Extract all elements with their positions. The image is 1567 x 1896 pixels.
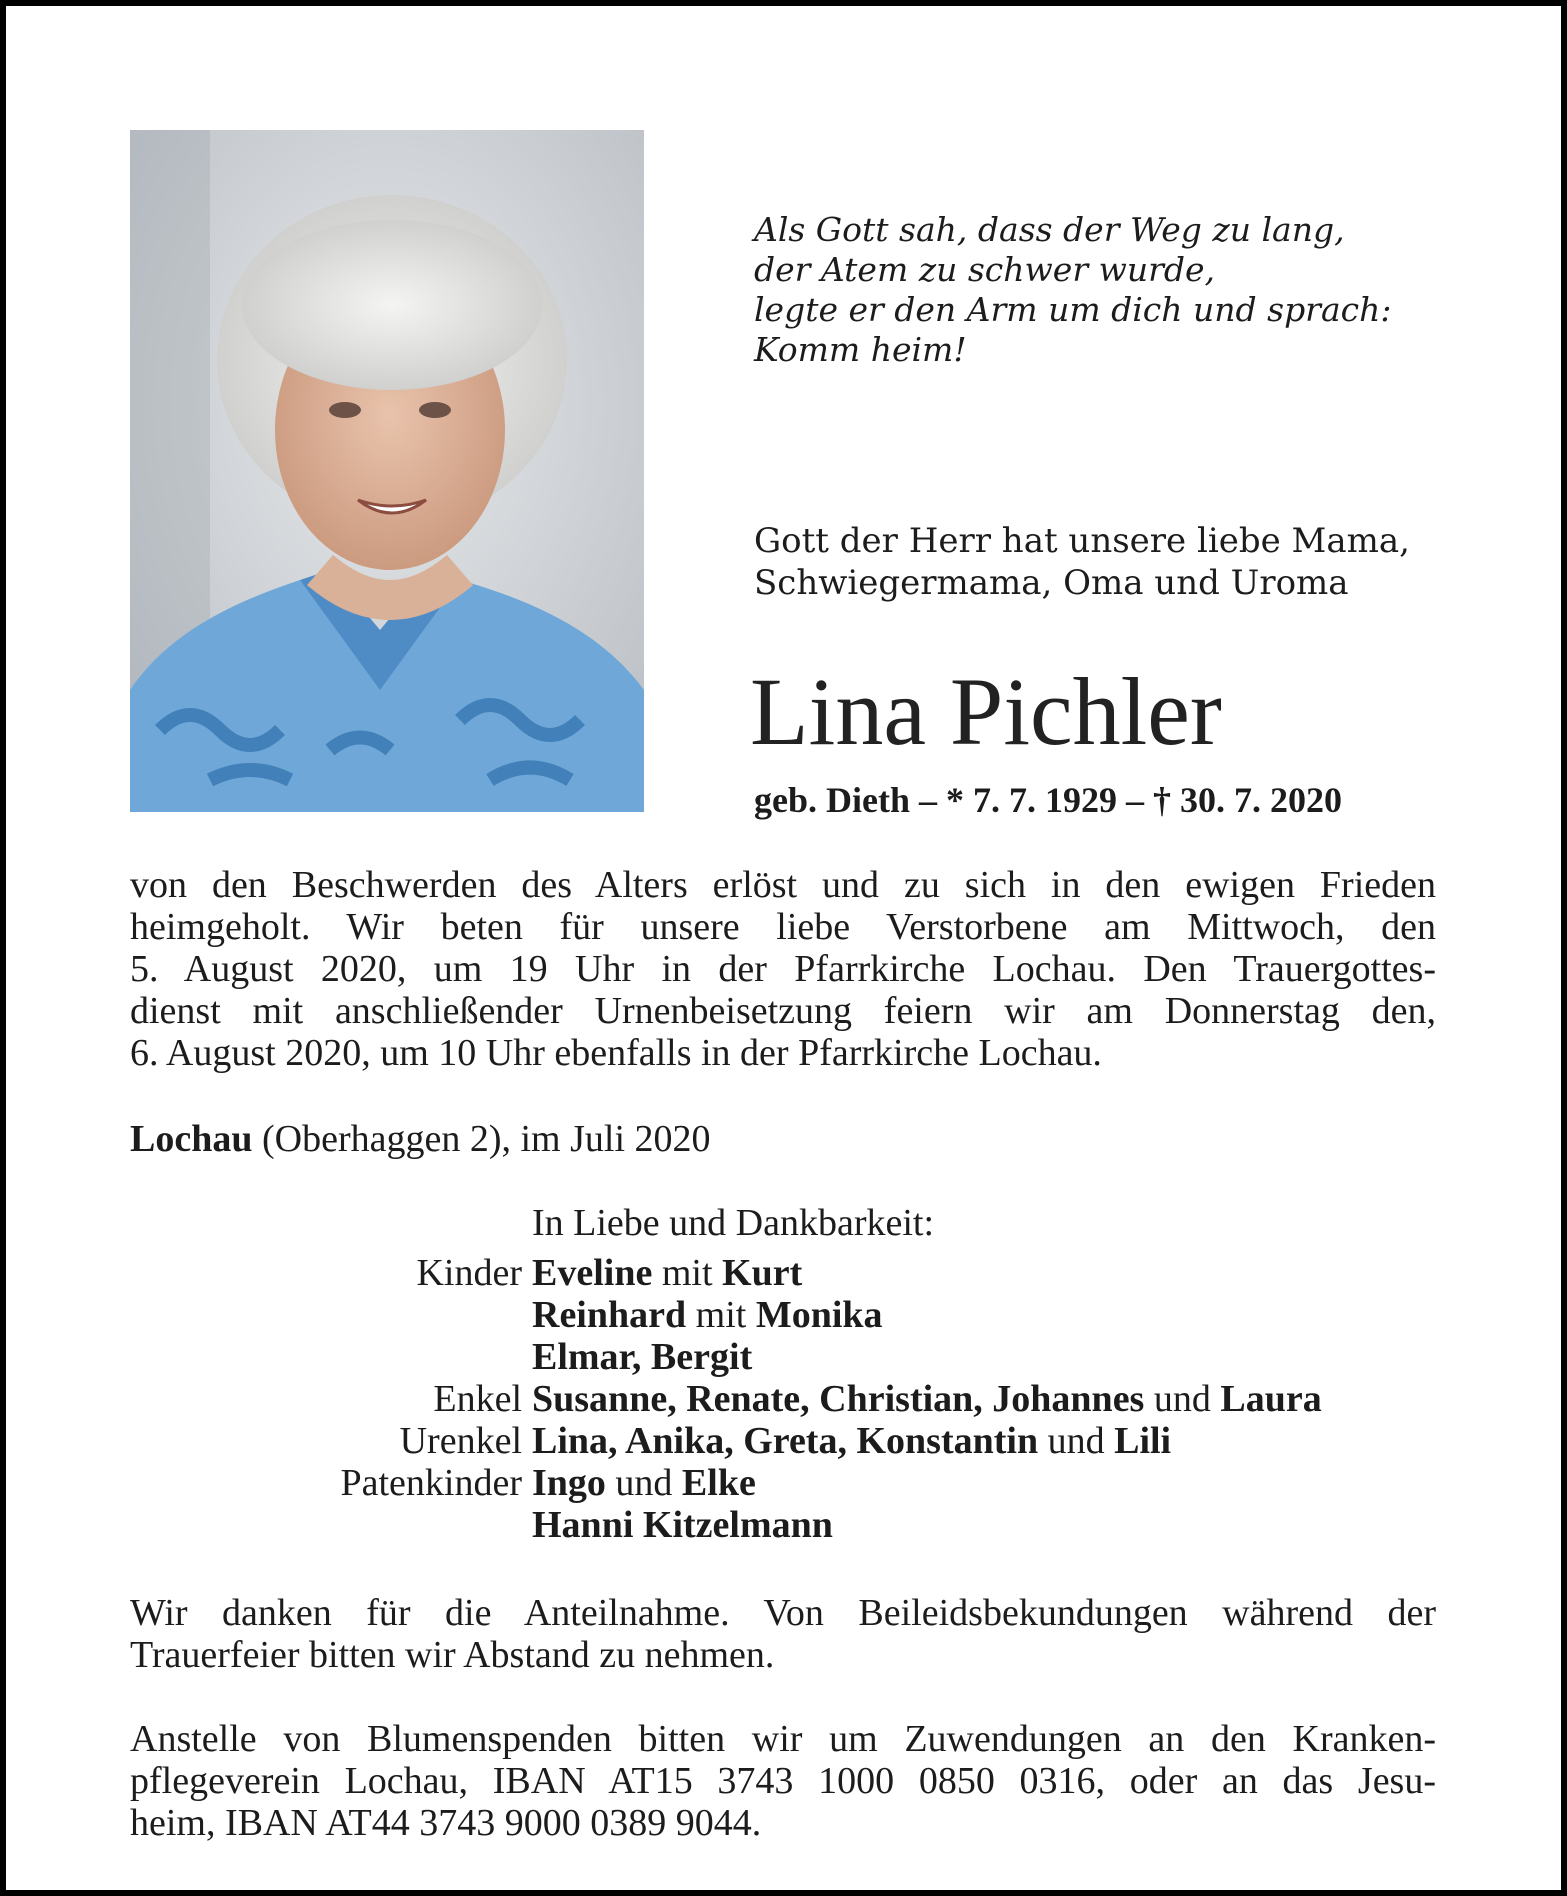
- family-row: [130, 1378, 1530, 1420]
- body-line: 6. August 2020, um 10 Uhr ebenfalls in der Pfarrkirche Lochau.: [130, 1032, 1102, 1074]
- family-member-name: Lili: [1114, 1420, 1172, 1462]
- family-member-name: Kurt: [722, 1252, 803, 1294]
- family-member-name: Lina, Anika, Greta, Konstantin: [532, 1420, 1039, 1462]
- donations-line: Anstelle von Blumenspenden bitten wir um Zuwendungen an den Kranken-: [130, 1718, 1436, 1760]
- portrait-photo: [130, 130, 644, 812]
- family-row: [130, 1294, 1530, 1336]
- family-connector: und: [1144, 1378, 1221, 1420]
- deceased-name: Lina Pichler: [750, 658, 1222, 765]
- family-connector: und: [605, 1462, 682, 1504]
- intro-line: Gott der Herr hat unsere liebe Mama,: [754, 521, 1410, 561]
- donations-line: pflegeverein Lochau, IBAN AT15 3743 1000 0850 0316, oder an das Jesu-: [130, 1760, 1436, 1802]
- family-role-label: Kinder: [416, 1252, 522, 1294]
- family-member-name: Susanne, Renate, Christian, Johannes: [532, 1378, 1145, 1420]
- family-role-label: [130, 1294, 532, 1336]
- family-row: [130, 1504, 1530, 1546]
- announcement-body: [130, 864, 1436, 1074]
- donations-paragraph: [130, 1718, 1436, 1844]
- family-members: [532, 1252, 802, 1294]
- thanks-line: Wir danken für die Anteilnahme. Von Beileidsbekundungen während der: [130, 1592, 1436, 1634]
- family-connector: mit: [652, 1252, 723, 1294]
- family-list: [130, 1252, 1530, 1546]
- family-member-name: Ingo: [532, 1462, 606, 1504]
- family-role-label: Urenkel: [399, 1420, 522, 1462]
- family-row: [130, 1336, 1530, 1378]
- obituary-page: [6, 6, 1561, 1890]
- family-member-name: Reinhard: [532, 1294, 687, 1336]
- family-role-label: [130, 1504, 532, 1546]
- family-member-name: Laura: [1220, 1378, 1322, 1420]
- family-role-label: Patenkinder: [340, 1462, 522, 1504]
- family-member-name: Monika: [755, 1294, 883, 1336]
- family-members: [532, 1504, 833, 1546]
- verse-line: legte er den Arm um dich und sprach:: [754, 290, 1392, 329]
- family-role-label: Enkel: [433, 1378, 522, 1420]
- intro-text: [754, 520, 1514, 604]
- verse-line: Komm heim!: [754, 330, 967, 369]
- family-row: [130, 1252, 1530, 1294]
- family-members: [532, 1336, 752, 1378]
- family-row: [130, 1420, 1530, 1462]
- verse-line: der Atem zu schwer wurde,: [754, 250, 1216, 289]
- donations-line: heim, IBAN AT44 3743 9000 0389 9044.: [130, 1802, 762, 1844]
- place-date: [130, 1118, 711, 1160]
- place-town: Lochau: [130, 1118, 253, 1160]
- intro-line: Schwiegermama, Oma und Uroma: [754, 563, 1349, 603]
- thanks-line: Trauerfeier bitten wir Abstand zu nehmen.: [130, 1634, 775, 1676]
- body-line: heimgeholt. Wir beten für unsere liebe Verstorbene am Mittwoch, den: [130, 906, 1436, 948]
- verse: [754, 210, 1514, 370]
- place-detail: (Oberhaggen 2), im Juli 2020: [252, 1118, 711, 1160]
- family-members: [532, 1378, 1322, 1420]
- family-role-label: [130, 1336, 532, 1378]
- family-members: [532, 1420, 1171, 1462]
- birth-death-dates: geb. Dieth – * 7. 7. 1929 – † 30. 7. 2020: [754, 780, 1342, 820]
- family-member-name: Elmar, Bergit: [532, 1336, 753, 1378]
- family-member-name: Elke: [681, 1462, 756, 1504]
- thanks-paragraph: [130, 1592, 1436, 1676]
- gratitude-heading: In Liebe und Dankbarkeit:: [532, 1202, 935, 1244]
- verse-line: Als Gott sah, dass der Weg zu lang,: [754, 210, 1345, 249]
- family-connector: und: [1038, 1420, 1115, 1462]
- family-connector: mit: [686, 1294, 756, 1336]
- body-line: 5. August 2020, um 19 Uhr in der Pfarrkirche Lochau. Den Trauergottes-: [130, 948, 1436, 990]
- body-line: von den Beschwerden des Alters erlöst und zu sich in den ewigen Frieden: [130, 864, 1436, 906]
- family-member-name: Hanni Kitzelmann: [532, 1504, 833, 1546]
- family-row: [130, 1462, 1530, 1504]
- body-line: dienst mit anschließender Urnenbeisetzung feiern wir am Donnerstag den,: [130, 990, 1436, 1032]
- family-member-name: Eveline: [532, 1252, 653, 1294]
- family-members: [532, 1294, 883, 1336]
- portrait-image: [130, 130, 644, 812]
- family-members: [532, 1462, 756, 1504]
